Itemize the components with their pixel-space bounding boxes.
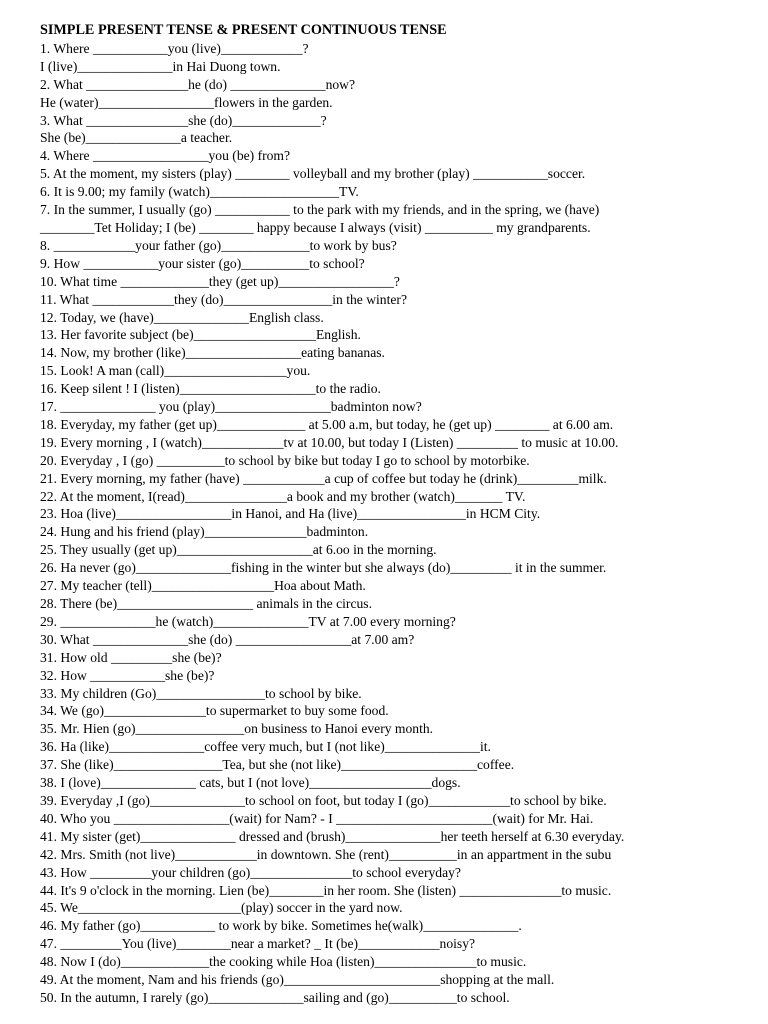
exercise-line: 1. Where ___________you (live)____________? (40, 40, 309, 56)
exercise-line: 8. ____________your father (go)_____________to work by bus? (40, 237, 397, 253)
exercise-line: 31. How old _________she (be)? (40, 649, 222, 665)
exercise-line: 9. How ___________your sister (go)__________to school? (40, 255, 365, 271)
exercise-line: 36. Ha (like)______________coffee very much, but I (not like)______________it. (40, 739, 491, 755)
exercise-line: 17. ______________ you (play)_________________badminton now? (40, 399, 422, 415)
exercise-line: 38. I (love)______________ cats, but I (not love)__________________dogs. (40, 775, 461, 791)
exercise-line: 22. At the moment, I(read)_______________a book and my brother (watch)_______ TV. (40, 488, 526, 504)
exercise-line: 20. Everyday , I (go) __________to school by bike but today I go to school by motorbike. (40, 452, 530, 468)
exercise-line: 12. Today, we (have)______________English class. (40, 309, 324, 325)
exercise-line: 46. My father (go)___________ to work by bike. Sometimes he(walk)______________. (40, 918, 522, 934)
exercise-line: 37. She (like)________________Tea, but she (not like)____________________coffee. (40, 757, 515, 773)
exercise-line: 45. We________________________(play) soccer in the yard now. (40, 900, 403, 916)
exercise-line: 50. In the autumn, I rarely (go)______________sailing and (go)__________to school. (40, 989, 510, 1005)
exercise-line: 24. Hung and his friend (play)_______________badminton. (40, 524, 369, 540)
exercise-line: 15. Look! A man (call)__________________you. (40, 363, 311, 379)
exercise-line: 6. It is 9.00; my family (watch)___________________TV. (40, 184, 359, 200)
exercise-line: 26. Ha never (go)______________fishing in the winter but she always (do)_________ it in the summer. (40, 560, 607, 576)
exercise-line: 7. In the summer, I usually (go) ___________ to the park with my friends, and in the spring, we (have) (40, 202, 600, 218)
exercise-line: 13. Her favorite subject (be)__________________English. (40, 327, 361, 343)
exercise-line: 40. Who you _________________(wait) for Nam? - I _______________________(wait) for Mr. Hai. (40, 810, 594, 826)
exercise-line: 44. It's 9 o'clock in the morning. Lien (be)________in her room. She (listen) _______________to music. (40, 882, 612, 898)
exercise-line: 42. Mrs. Smith (not live)____________in downtown. She (rent)__________in an appartment in the subu (40, 846, 612, 862)
exercise-line: 33. My children (Go)________________to school by bike. (40, 685, 362, 701)
exercise-line: 47. _________You (live)________near a market? _ It (be)____________noisy? (40, 936, 476, 952)
exercise-line: 16. Keep silent ! I (listen)____________________to the radio. (40, 381, 381, 397)
exercise-line: 25. They usually (get up)____________________at 6.oo in the morning. (40, 542, 437, 558)
exercise-line: 14. Now, my brother (like)_________________eating bananas. (40, 345, 385, 361)
exercise-line: 28. There (be)____________________ animals in the circus. (40, 596, 372, 611)
exercise-line: 19. Every morning , I (watch)____________tv at 10.00, but today I (Listen) _________ to music at 10.00. (40, 434, 619, 450)
exercise-line: 21. Every morning, my father (have) ____________a cup of coffee but today he (drink)_________milk. (40, 470, 607, 486)
exercise-line: 41. My sister (get)______________ dressed and (brush)______________her teeth herself at 6.30 everyday. (40, 828, 625, 844)
exercise-line: 2. What _______________he (do) ______________now? (40, 76, 356, 92)
exercise-line: 35. Mr. Hien (go)________________on business to Hanoi every month. (40, 721, 434, 737)
worksheet (40, 22, 760, 1007)
exercise-line: 4. Where _________________you (be) from? (40, 148, 291, 164)
exercise-line: 39. Everyday ,I (go)______________to school on foot, but today I (go)____________to school by bike. (40, 792, 607, 808)
exercise-line: 29. ______________he (watch)______________TV at 7.00 every morning? (40, 613, 456, 629)
exercise-line: ________Tet Holiday; I (be) ________ happy because I always (visit) __________ my grandparents. (40, 219, 591, 235)
exercise-line: 43. How _________your children (go)_______________to school everyday? (40, 864, 461, 880)
exercise-line: 49. At the moment, Nam and his friends (go)_______________________shopping at the mall. (40, 972, 555, 988)
exercise-line: 3. What _______________she (do)_____________? (40, 112, 327, 128)
worksheet-title: SIMPLE PRESENT TENSE & PRESENT CONTINUOUS TENSE (40, 22, 447, 38)
exercise-line: I (live)______________in Hai Duong town. (40, 58, 281, 74)
exercise-line: 48. Now I (do)_____________the cooking while Hoa (listen)_______________to music. (40, 954, 527, 970)
exercise-line: He (water)_________________flowers in the garden. (40, 94, 333, 110)
exercise-line: 27. My teacher (tell)__________________Hoa about Math. (40, 578, 366, 594)
exercise-line: 11. What ____________they (do)________________in the winter? (40, 291, 407, 307)
exercise-line: 32. How ___________she (be)? (40, 667, 215, 683)
exercise-list (40, 40, 760, 1007)
exercise-line: 10. What time _____________they (get up)_________________? (40, 273, 400, 289)
exercise-line: 18. Everyday, my father (get up)_____________ at 5.00 a.m, but today, he (get up) ________ at 6.00 am. (40, 416, 614, 432)
exercise-line: 23. Hoa (live)_________________in Hanoi, and Ha (live)________________in HCM City. (40, 506, 541, 522)
exercise-line: 5. At the moment, my sisters (play) ________ volleyball and my brother (play) ___________soccer. (40, 166, 586, 182)
exercise-line: 30. What ______________she (do) _________________at 7.00 am? (40, 631, 415, 647)
exercise-line: She (be)______________a teacher. (40, 130, 233, 146)
exercise-line: 34. We (go)_______________to supermarket to buy some food. (40, 703, 389, 719)
